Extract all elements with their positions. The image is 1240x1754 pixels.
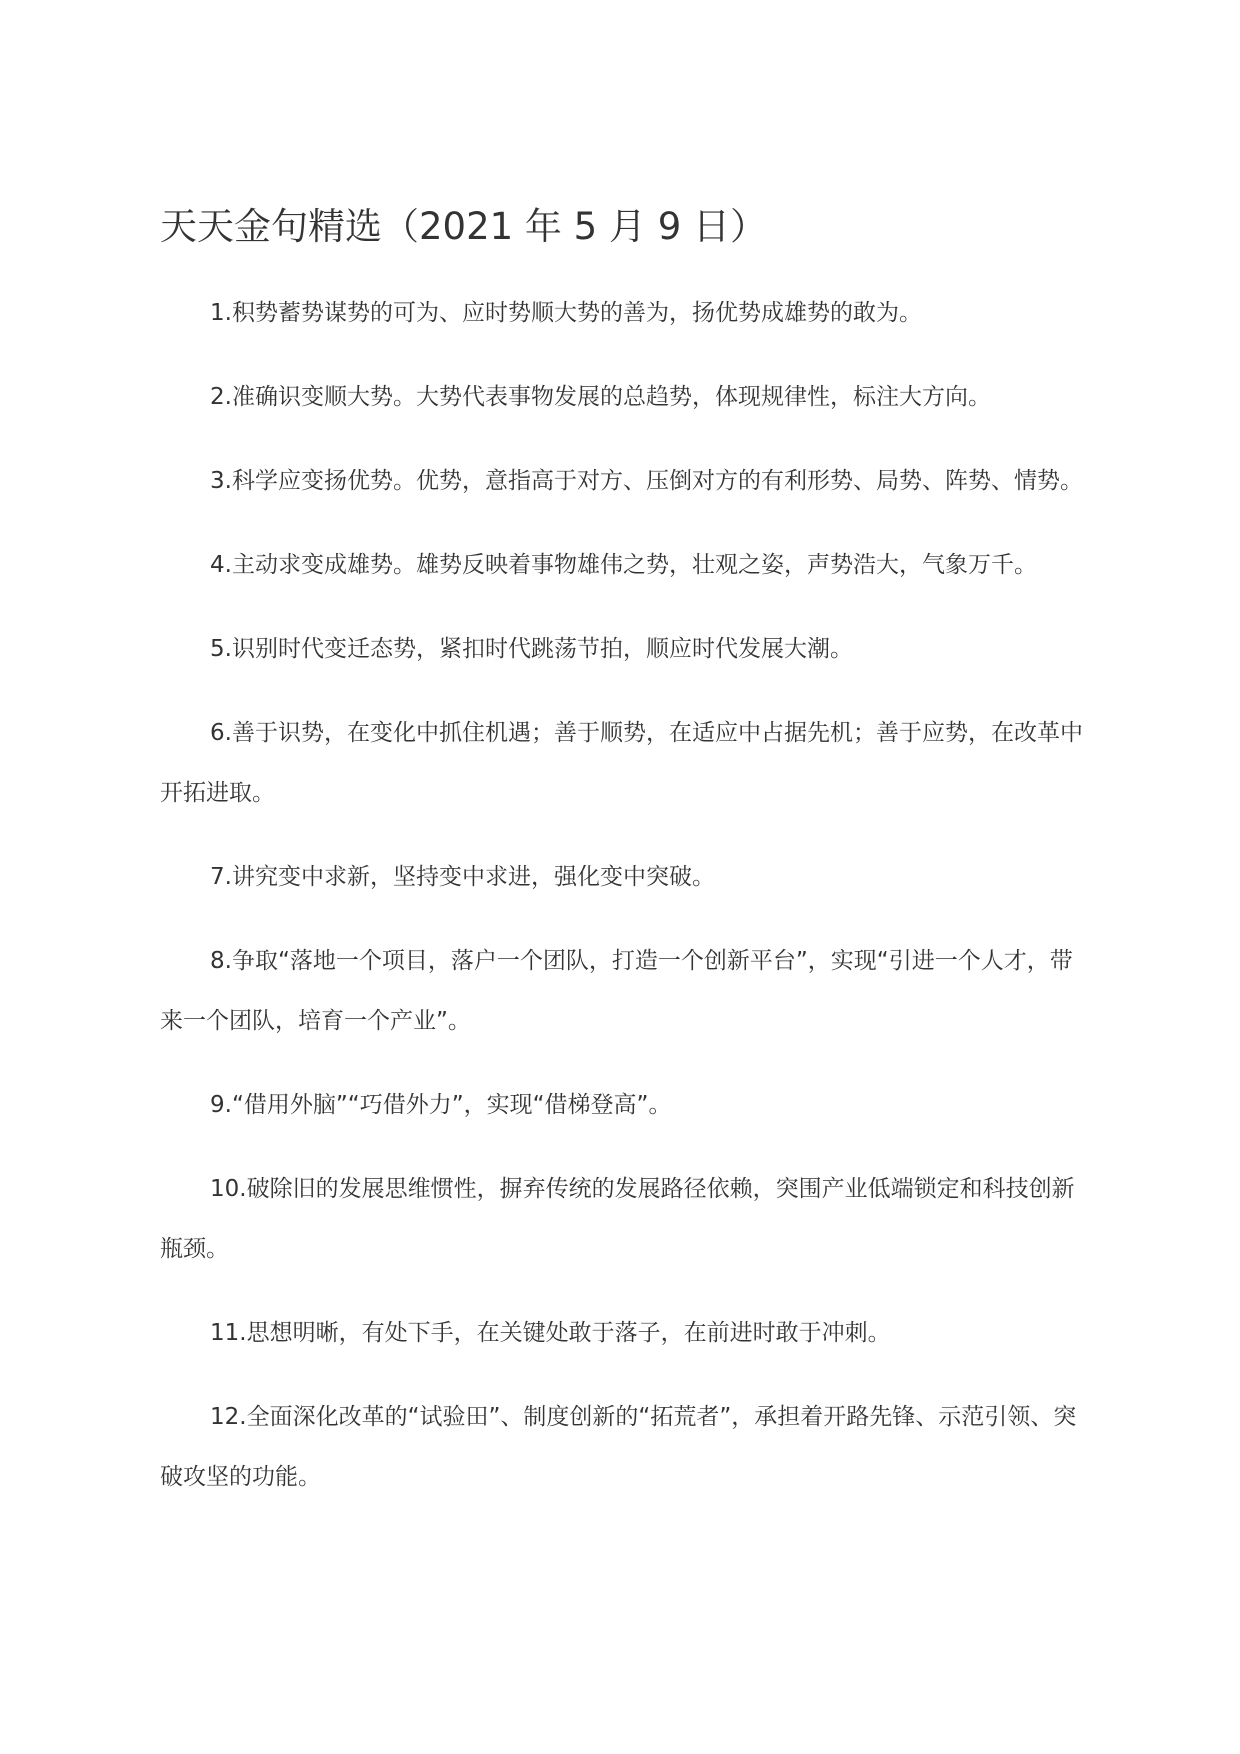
document-body: [160, 283, 1090, 1531]
paragraph-5: 5.识别时代变迁态势，紧扣时代跳荡节拍，顺应时代发展大潮。: [210, 636, 853, 662]
paragraph-12: 12.全面深化改革的“试验田”、制度创新的“拓荒者”，承担着开路先锋、示范引领、突破攻坚的功能。: [160, 1404, 1077, 1490]
paragraph-4: 4.主动求变成雄势。雄势反映着事物雄伟之势，壮观之姿，声势浩大，气象万千。: [210, 552, 1037, 578]
paragraph-10: 10.破除旧的发展思维惯性，摒弃传统的发展路径依赖，突围产业低端锁定和科技创新瓶颈。: [160, 1176, 1075, 1262]
paragraph-8: 8.争取“落地一个项目，落户一个团队，打造一个创新平台”，实现“引进一个人才，带来一个团队，培育一个产业”。: [160, 948, 1073, 1034]
paragraph-1: 1.积势蓄势谋势的可为、应时势顺大势的善为，扬优势成雄势的敢为。: [210, 300, 922, 326]
paragraph-9: 9.“借用外脑”“巧借外力”，实现“借梯登高”。: [210, 1092, 672, 1118]
paragraph-2: 2.准确识变顺大势。大势代表事物发展的总趋势，体现规律性，标注大方向。: [210, 384, 991, 410]
document-title: 天天金句精选（2021 年 5 月 9 日）: [160, 205, 768, 248]
paragraph-6: 6.善于识势，在变化中抓住机遇；善于顺势，在适应中占据先机；善于应势，在改革中开拓进取。: [160, 720, 1083, 806]
paragraph-7: 7.讲究变中求新，坚持变中求进，强化变中突破。: [210, 864, 715, 890]
paragraph-3: 3.科学应变扬优势。优势，意指高于对方、压倒对方的有利形势、局势、阵势、情势。: [210, 468, 1083, 494]
paragraph-11: 11.思想明晰，有处下手，在关键处敢于落子，在前进时敢于冲刺。: [210, 1320, 891, 1346]
